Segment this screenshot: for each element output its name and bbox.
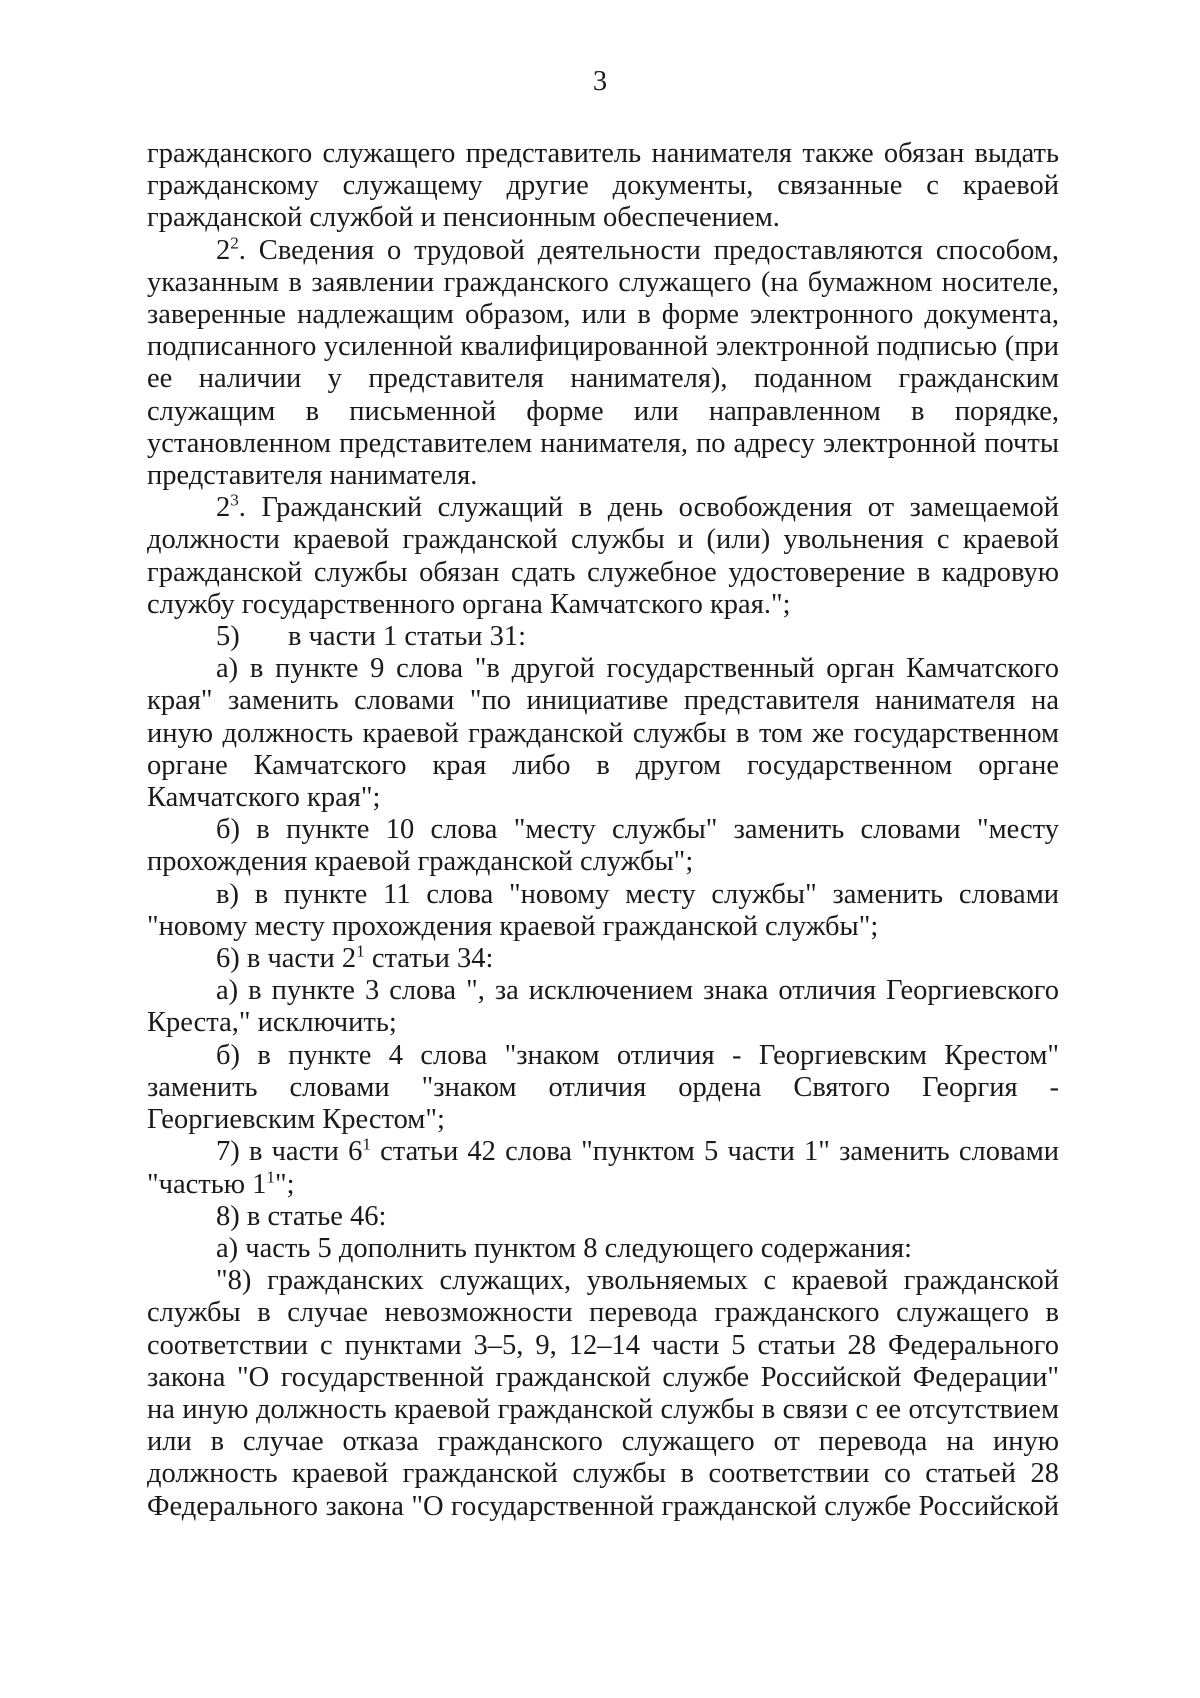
text-line: прохождения краевой гражданской службы"; — [147, 846, 694, 878]
clause-number: 2 — [216, 492, 231, 524]
text-line: Федерального закона "О государственной гражданской службе Российской — [147, 1490, 1059, 1522]
text-line: б) в пункте 4 слова "знаком отличия - Георгиевским Крестом" — [216, 1039, 1059, 1071]
paragraph — [147, 943, 1059, 975]
text-line: 6) в части $2^1$ статьи 34: — [216, 941, 494, 975]
text-line: заверенные надлежащим образом, или в форме электронного документа, — [147, 299, 1059, 331]
text-line: заменить словами "знаком отличия ордена Святого Георгия - — [147, 1071, 1059, 1103]
text-line: гражданской службой и пенсионным обеспечением. — [147, 202, 780, 234]
text-line: гражданского служащего представитель нанимателя также обязан выдать — [147, 138, 1059, 169]
paragraph — [147, 138, 1059, 235]
paragraph — [147, 1265, 1059, 1523]
text-line: представителя нанимателя. — [147, 460, 478, 492]
text-line: ее наличии у представителя нанимателя), поданном гражданским — [147, 363, 1059, 395]
superscript: 2 — [230, 233, 239, 253]
text-line: в) в пункте 11 слова "новому месту службы" заменить словами — [216, 878, 1059, 910]
text-line: а) часть 5 дополнить пунктом 8 следующего содержания: — [216, 1232, 913, 1264]
paragraph — [147, 1201, 1059, 1233]
paragraph — [147, 975, 1059, 1039]
text-line: 7) в части $6^1$ статьи 42 слова "пунктом 5 части 1" заменить словами — [216, 1134, 1059, 1168]
text-line: службу государственного органа Камчатского края."; — [147, 588, 791, 620]
superscript: 1 — [362, 1134, 371, 1154]
text-line: служащим в письменной форме или направленном в порядке, — [147, 395, 1059, 427]
text-line: на иную должность краевой гражданской службы в связи с ее отсутствием — [147, 1393, 1059, 1425]
text-line: соответствии с пунктами 3–5, 9, 12–14 части 5 статьи 28 Федерального — [147, 1329, 1059, 1361]
text-line: $2^3$. Гражданский служащий в день освобождения от замещаемой — [216, 490, 1059, 524]
superscript: 1 — [266, 1167, 275, 1186]
clause-number: 2 — [216, 234, 231, 266]
text-line: Георгиевским Крестом"; — [147, 1104, 445, 1136]
text-line: а) в пункте 3 слова ", за исключением знака отличия Георгиевского — [216, 975, 1059, 1007]
text-line: установленном представителем нанимателя, по адресу электронной почты — [147, 427, 1059, 459]
paragraph — [147, 1136, 1059, 1200]
text-line: а) в пункте 9 слова "в другой государственный орган Камчатского — [216, 653, 1059, 685]
paragraph — [147, 621, 1059, 653]
page-number: 3 — [592, 66, 608, 97]
paragraph — [147, 1233, 1059, 1265]
paragraph — [147, 879, 1059, 943]
superscript: 1 — [356, 941, 365, 961]
text-line: указанным в заявлении гражданского служащего (на бумажном носителе, — [147, 266, 1059, 298]
text-line: "8) гражданских служащих, увольняемых с краевой гражданской — [216, 1265, 1059, 1297]
text-line: подписанного усиленной квалифицированной электронной подписью (при — [147, 331, 1059, 363]
text-line: иную должность краевой гражданской службы в том же государственном — [147, 717, 1059, 749]
text-line: "новому месту прохождения краевой гражданской службы"; — [147, 910, 879, 942]
text-line: б) в пункте 10 слова "месту службы" заменить словами "месту — [216, 814, 1059, 846]
paragraph — [147, 235, 1059, 493]
text-line: органе Камчатского края либо в другом государственном органе — [147, 749, 1059, 781]
text-line: Камчатского края"; — [147, 782, 381, 814]
text-line: $2^2$. Сведения о трудовой деятельности предоставляются способом, — [216, 233, 1059, 266]
text-line: гражданской службы обязан сдать служебное удостоверение в кадровую — [147, 556, 1059, 588]
text-line: "частью $1^1$"; — [147, 1167, 295, 1200]
text-line: края" заменить словами "по инициативе представителя нанимателя на — [147, 685, 1059, 717]
paragraph — [147, 814, 1059, 878]
text-line: должности краевой гражданской службы и (или) увольнения с краевой — [147, 524, 1059, 556]
text-line: службы в случае невозможности перевода гражданского служащего в — [147, 1297, 1059, 1329]
paragraph — [147, 653, 1059, 814]
text-line: 8) в статье 46: — [216, 1200, 387, 1232]
item-number: 5) — [216, 621, 240, 653]
text-line: гражданскому служащему другие документы, связанные с краевой — [147, 170, 1059, 202]
text-line: 5) в части 1 статьи 31: — [216, 621, 527, 653]
superscript: 3 — [230, 490, 239, 510]
text-line: Креста," исключить; — [147, 1007, 397, 1039]
text-line: или в случае отказа гражданского служащего от перевода на иную — [147, 1426, 1059, 1458]
document-body — [147, 138, 1059, 1523]
text-line: закона "О государственной гражданской службе Российской Федерации" — [147, 1361, 1059, 1393]
paragraph — [147, 1040, 1059, 1137]
text-line: должность краевой гражданской службы в соответствии со статьей 28 — [147, 1458, 1059, 1490]
paragraph — [147, 492, 1059, 621]
